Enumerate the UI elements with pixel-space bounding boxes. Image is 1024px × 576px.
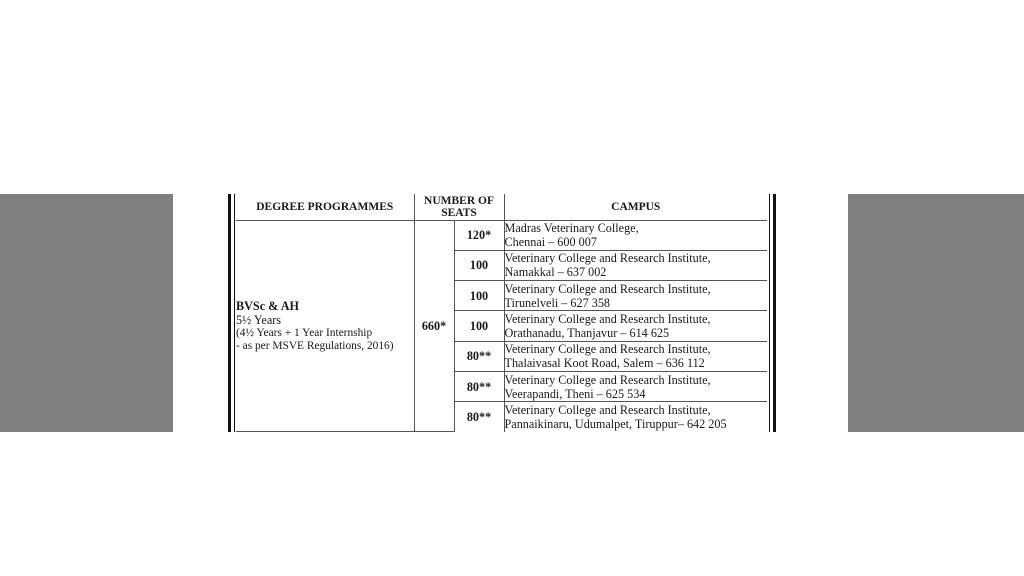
right-border-thick bbox=[773, 194, 776, 432]
right-gray-panel bbox=[848, 194, 1024, 432]
seat-count: 80** bbox=[454, 341, 504, 371]
degree-detail-line2: - as per MSVE Regulations, 2016) bbox=[236, 339, 394, 352]
seat-count: 80** bbox=[454, 402, 504, 432]
seat-count: 80** bbox=[454, 371, 504, 401]
campus-name: Veterinary College and Research Institute, bbox=[504, 372, 711, 387]
campus-cell bbox=[504, 250, 767, 280]
total-seats: 660* bbox=[414, 220, 454, 432]
campus-cell bbox=[504, 402, 767, 432]
campus-name: Veterinary College and Research Institute, bbox=[504, 251, 711, 266]
campus-name: Veterinary College and Research Institute, bbox=[504, 281, 711, 296]
degree-detail-line1: (4½ Years + 1 Year Internship bbox=[236, 326, 373, 339]
seats-table bbox=[236, 194, 767, 432]
campus-location: Pannaikinaru, Udumalpet, Tiruppur– 642 205 bbox=[504, 416, 727, 431]
campus-location: Namakkal – 637 002 bbox=[504, 265, 607, 280]
campus-name: Veterinary College and Research Institute, bbox=[504, 402, 711, 417]
seat-count: 120* bbox=[454, 220, 504, 250]
left-border-thin bbox=[234, 194, 235, 432]
header-degree-programmes: DEGREE PROGRAMMES bbox=[236, 194, 414, 220]
seat-count: 100 bbox=[454, 250, 504, 280]
degree-title: BVSc & AH bbox=[236, 298, 299, 313]
campus-cell bbox=[504, 341, 767, 371]
campus-cell bbox=[504, 371, 767, 401]
campus-name: Madras Veterinary College, bbox=[504, 221, 639, 236]
campus-location: Orathanadu, Thanjavur – 614 625 bbox=[504, 325, 670, 340]
seat-count: 100 bbox=[454, 311, 504, 341]
campus-cell bbox=[504, 281, 767, 311]
seat-count: 100 bbox=[454, 281, 504, 311]
campus-cell bbox=[504, 220, 767, 250]
document-page bbox=[228, 194, 776, 432]
campus-location: Tirunelveli – 627 358 bbox=[504, 295, 611, 310]
table-row bbox=[236, 220, 767, 250]
campus-location: Chennai – 600 007 bbox=[504, 235, 597, 250]
campus-name: Veterinary College and Research Institute, bbox=[504, 311, 711, 326]
right-border-thin bbox=[769, 194, 770, 432]
header-number-of-seats: NUMBER OF SEATS bbox=[414, 194, 504, 220]
left-gray-panel bbox=[0, 194, 173, 432]
degree-duration: 5½ Years bbox=[236, 312, 282, 327]
campus-cell bbox=[504, 311, 767, 341]
table-header-row bbox=[236, 194, 767, 220]
campus-name: Veterinary College and Research Institute, bbox=[504, 342, 711, 357]
header-campus: CAMPUS bbox=[504, 194, 767, 220]
campus-location: Veerapandi, Theni – 625 534 bbox=[504, 386, 646, 401]
degree-cell bbox=[236, 220, 414, 432]
left-border-thick bbox=[228, 194, 231, 432]
campus-location: Thalaivasal Koot Road, Salem – 636 112 bbox=[504, 356, 705, 371]
